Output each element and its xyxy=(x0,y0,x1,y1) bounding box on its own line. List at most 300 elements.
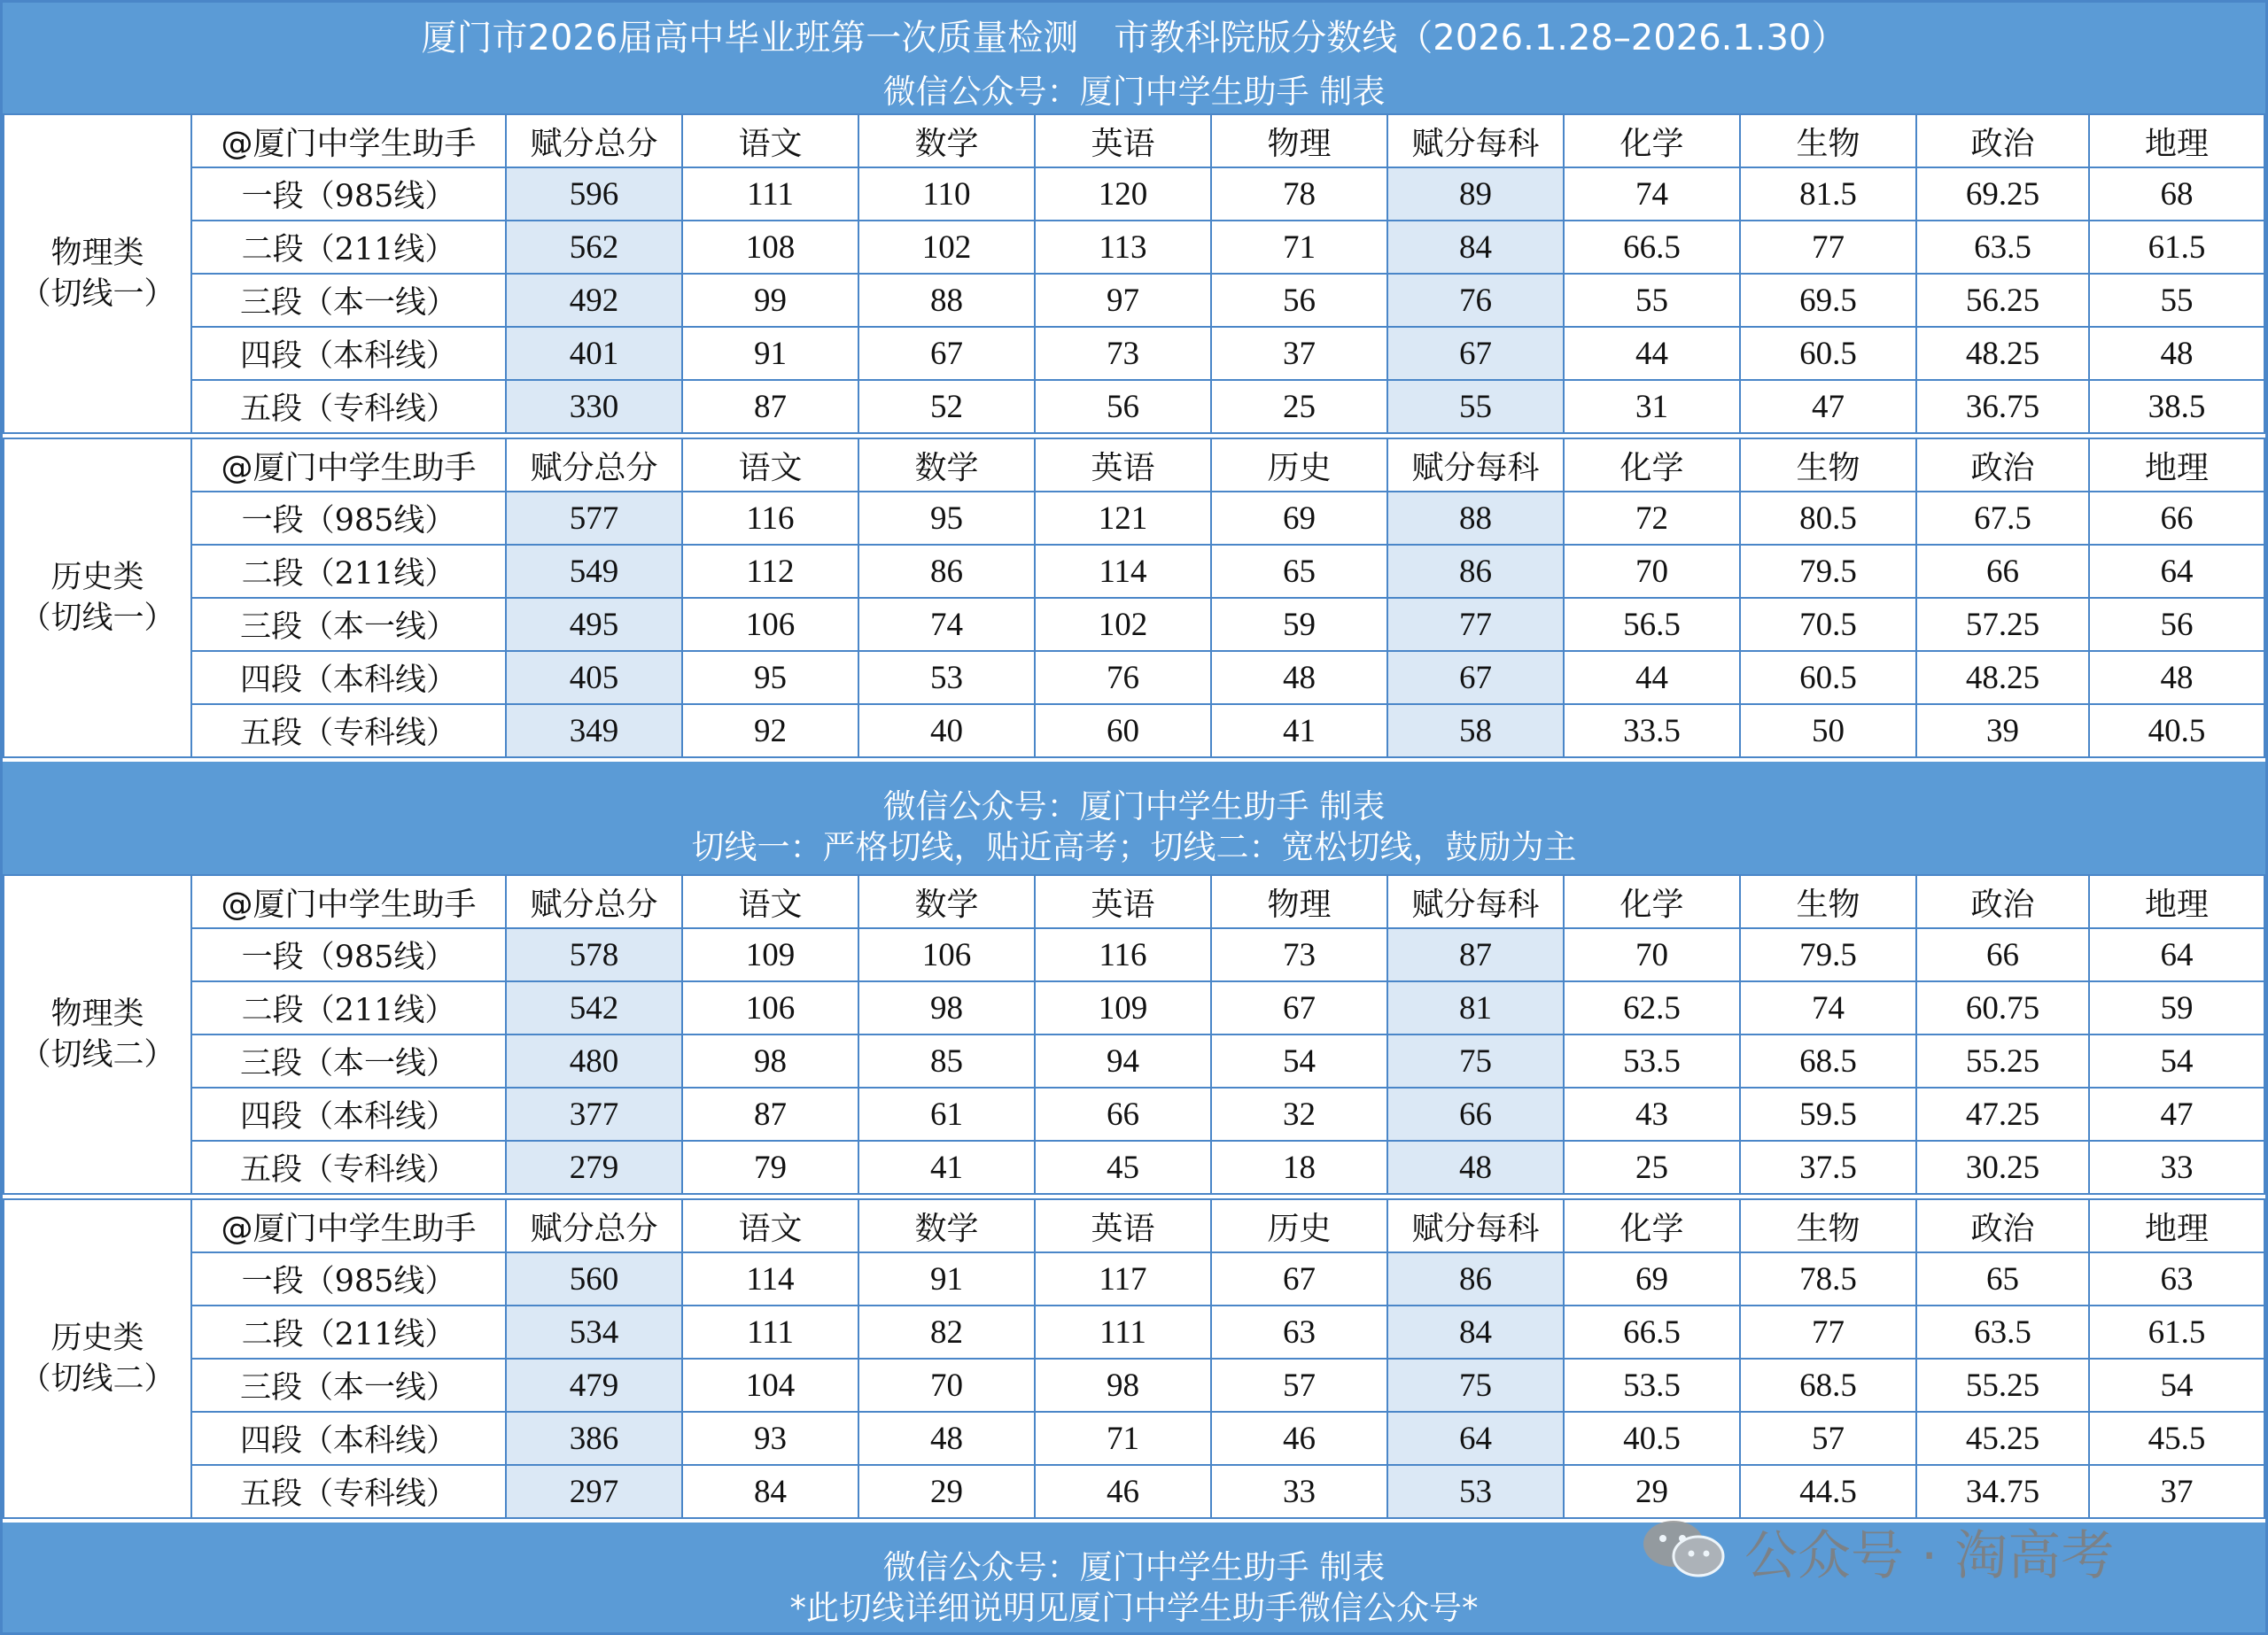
score-cell: 562 xyxy=(506,221,682,274)
score-cell: 48.25 xyxy=(1916,327,2089,380)
score-cell: 113 xyxy=(1035,221,1211,274)
score-cell: 65 xyxy=(1916,1252,2089,1306)
column-header: 英语 xyxy=(1035,1199,1211,1252)
score-cell: 61.5 xyxy=(2089,221,2264,274)
tier-label-cell: 五段（专科线） xyxy=(191,380,506,433)
table-row xyxy=(4,1141,2264,1194)
score-cell: 63 xyxy=(2089,1252,2264,1306)
score-cell: 79.5 xyxy=(1740,928,1916,981)
score-cell: 50 xyxy=(1740,704,1916,757)
column-header: 政治 xyxy=(1916,875,2089,928)
score-cell: 91 xyxy=(682,327,858,380)
score-cell: 596 xyxy=(506,167,682,221)
score-cell: 87 xyxy=(682,380,858,433)
tier-label-cell: 四段（本科线） xyxy=(191,1412,506,1465)
score-cell: 97 xyxy=(1035,274,1211,327)
score-cell: 74 xyxy=(1740,981,1916,1034)
score-cell: 56 xyxy=(1035,380,1211,433)
score-cell: 48 xyxy=(858,1412,1035,1465)
footer-credit: 微信公众号：厦门中学生助手 制表 xyxy=(882,1548,1386,1586)
column-header: 赋分总分 xyxy=(506,438,682,492)
score-cell: 87 xyxy=(1387,928,1564,981)
score-cell: 78 xyxy=(1211,167,1387,221)
score-cell: 279 xyxy=(506,1141,682,1194)
column-header: 历史 xyxy=(1211,1199,1387,1252)
column-header: 化学 xyxy=(1564,438,1740,492)
score-cell: 56.25 xyxy=(1916,274,2089,327)
table-row xyxy=(4,274,2264,327)
score-cell: 69 xyxy=(1564,1252,1740,1306)
score-cell: 56.5 xyxy=(1564,598,1740,651)
table-section-physics-cut1 xyxy=(3,113,2265,434)
score-cell: 56 xyxy=(1211,274,1387,327)
score-cell: 40.5 xyxy=(2089,704,2264,757)
column-header: 政治 xyxy=(1916,1199,2089,1252)
score-cell: 32 xyxy=(1211,1088,1387,1141)
column-header: 数学 xyxy=(858,1199,1035,1252)
score-cell: 55 xyxy=(1564,274,1740,327)
score-cell: 53 xyxy=(858,651,1035,704)
score-cell: 57 xyxy=(1211,1359,1387,1412)
score-cell: 70 xyxy=(1564,545,1740,598)
column-header: 赋分每科 xyxy=(1387,114,1564,167)
score-cell: 43 xyxy=(1564,1088,1740,1141)
score-cell: 33.5 xyxy=(1564,704,1740,757)
score-cell: 71 xyxy=(1035,1412,1211,1465)
score-cell: 66 xyxy=(1387,1088,1564,1141)
table-section-history-cut2 xyxy=(3,1198,2265,1519)
score-cell: 60 xyxy=(1035,704,1211,757)
score-cell: 86 xyxy=(858,545,1035,598)
score-cell: 74 xyxy=(1564,167,1740,221)
score-cell: 69.5 xyxy=(1740,274,1916,327)
tier-label-cell: 一段（985线） xyxy=(191,167,506,221)
score-cell: 116 xyxy=(682,492,858,545)
tier-label-cell: 四段（本科线） xyxy=(191,651,506,704)
score-cell: 45.5 xyxy=(2089,1412,2264,1465)
score-cell: 37 xyxy=(1211,327,1387,380)
score-cell: 87 xyxy=(682,1088,858,1141)
score-cell: 61.5 xyxy=(2089,1306,2264,1359)
score-cell: 55 xyxy=(1387,380,1564,433)
table-row xyxy=(4,1412,2264,1465)
score-cell: 84 xyxy=(682,1465,858,1518)
score-cell: 57 xyxy=(1740,1412,1916,1465)
score-cell: 66 xyxy=(1916,928,2089,981)
wechat-icon xyxy=(1640,1517,1728,1579)
score-cell: 111 xyxy=(1035,1306,1211,1359)
score-cell: 77 xyxy=(1387,598,1564,651)
column-header: 生物 xyxy=(1740,1199,1916,1252)
table-row xyxy=(4,167,2264,221)
score-cell: 59.5 xyxy=(1740,1088,1916,1141)
score-cell: 63.5 xyxy=(1916,1306,2089,1359)
column-header: 生物 xyxy=(1740,114,1916,167)
score-cell: 534 xyxy=(506,1306,682,1359)
score-cell: 99 xyxy=(682,274,858,327)
tier-label-cell: 四段（本科线） xyxy=(191,1088,506,1141)
score-cell: 69.25 xyxy=(1916,167,2089,221)
score-cell: 91 xyxy=(858,1252,1035,1306)
score-cell: 25 xyxy=(1564,1141,1740,1194)
score-cell: 53.5 xyxy=(1564,1034,1740,1088)
score-cell: 64 xyxy=(2089,545,2264,598)
score-cell: 57.25 xyxy=(1916,598,2089,651)
score-cell: 60.75 xyxy=(1916,981,2089,1034)
header-row xyxy=(4,114,2264,167)
score-cell: 479 xyxy=(506,1359,682,1412)
score-cell: 68.5 xyxy=(1740,1359,1916,1412)
score-cell: 30.25 xyxy=(1916,1141,2089,1194)
score-cell: 108 xyxy=(682,221,858,274)
score-cell: 64 xyxy=(1387,1412,1564,1465)
score-cell: 80.5 xyxy=(1740,492,1916,545)
table-row xyxy=(4,221,2264,274)
score-cell: 74 xyxy=(858,598,1035,651)
score-cell: 117 xyxy=(1035,1252,1211,1306)
watermark xyxy=(1640,1510,2260,1587)
tier-label-cell: 五段（专科线） xyxy=(191,1465,506,1518)
corner-credit-cell: @厦门中学生助手 xyxy=(191,875,506,928)
score-cell: 46 xyxy=(1035,1465,1211,1518)
score-cell: 109 xyxy=(682,928,858,981)
cut-line-note: 切线一：严格切线，贴近高考；切线二：宽松切线，鼓励为主 xyxy=(691,828,1577,866)
score-cell: 67.5 xyxy=(1916,492,2089,545)
score-cell: 110 xyxy=(858,167,1035,221)
score-cell: 84 xyxy=(1387,1306,1564,1359)
column-header: 化学 xyxy=(1564,875,1740,928)
score-cell: 44 xyxy=(1564,327,1740,380)
score-cell: 77 xyxy=(1740,221,1916,274)
category-name: 历史类 xyxy=(50,560,144,595)
table-row xyxy=(4,1034,2264,1088)
column-header: 地理 xyxy=(2089,438,2264,492)
table-section-physics-cut2 xyxy=(3,874,2265,1195)
tier-label-cell: 五段（专科线） xyxy=(191,704,506,757)
column-header: 历史 xyxy=(1211,438,1387,492)
score-cell: 40.5 xyxy=(1564,1412,1740,1465)
score-cell: 48 xyxy=(1211,651,1387,704)
score-cell: 40 xyxy=(858,704,1035,757)
tier-label-cell: 三段（本一线） xyxy=(191,1034,506,1088)
score-cell: 36.75 xyxy=(1916,380,2089,433)
score-cell: 71 xyxy=(1211,221,1387,274)
score-cell: 53.5 xyxy=(1564,1359,1740,1412)
tier-label-cell: 三段（本一线） xyxy=(191,598,506,651)
column-header: 地理 xyxy=(2089,114,2264,167)
score-cell: 34.75 xyxy=(1916,1465,2089,1518)
column-header: 英语 xyxy=(1035,114,1211,167)
score-cell: 29 xyxy=(1564,1465,1740,1518)
score-cell: 495 xyxy=(506,598,682,651)
score-cell: 76 xyxy=(1387,274,1564,327)
category-cut: （切线二） xyxy=(19,1037,175,1073)
score-cell: 98 xyxy=(682,1034,858,1088)
score-cell: 58 xyxy=(1387,704,1564,757)
middle-band xyxy=(3,762,2265,874)
column-header: 英语 xyxy=(1035,875,1211,928)
score-cell: 54 xyxy=(2089,1034,2264,1088)
score-cell: 18 xyxy=(1211,1141,1387,1194)
tier-label-cell: 三段（本一线） xyxy=(191,274,506,327)
category-name: 物理类 xyxy=(50,236,144,271)
score-cell: 89 xyxy=(1387,167,1564,221)
table-row xyxy=(4,380,2264,433)
score-cell: 48 xyxy=(2089,327,2264,380)
category-cut: （切线二） xyxy=(19,1361,175,1397)
score-cell: 55 xyxy=(2089,274,2264,327)
score-cell: 45.25 xyxy=(1916,1412,2089,1465)
table-row xyxy=(4,327,2264,380)
score-cell: 56 xyxy=(2089,598,2264,651)
score-cell: 67 xyxy=(1211,1252,1387,1306)
score-cell: 121 xyxy=(1035,492,1211,545)
score-cell: 102 xyxy=(858,221,1035,274)
footer-note: *此切线详细说明见厦门中学生助手微信公众号* xyxy=(789,1589,1479,1627)
score-cell: 111 xyxy=(682,167,858,221)
column-header: 数学 xyxy=(858,875,1035,928)
score-cell: 41 xyxy=(1211,704,1387,757)
score-cell: 48 xyxy=(2089,651,2264,704)
score-cell: 52 xyxy=(858,380,1035,433)
table-row xyxy=(4,928,2264,981)
score-cell: 401 xyxy=(506,327,682,380)
table-row xyxy=(4,1306,2264,1359)
tier-label-cell: 一段（985线） xyxy=(191,492,506,545)
corner-credit-cell: @厦门中学生助手 xyxy=(191,438,506,492)
score-cell: 46 xyxy=(1211,1412,1387,1465)
column-header: 赋分每科 xyxy=(1387,438,1564,492)
score-cell: 85 xyxy=(858,1034,1035,1088)
score-cell: 86 xyxy=(1387,1252,1564,1306)
table-row xyxy=(4,598,2264,651)
score-cell: 88 xyxy=(858,274,1035,327)
score-cell: 98 xyxy=(1035,1359,1211,1412)
score-cell: 102 xyxy=(1035,598,1211,651)
score-cell: 70 xyxy=(1564,928,1740,981)
page-subtitle: 微信公众号：厦门中学生助手 制表 xyxy=(882,73,1386,111)
score-cell: 98 xyxy=(858,981,1035,1034)
score-cell: 549 xyxy=(506,545,682,598)
score-cell: 53 xyxy=(1387,1465,1564,1518)
column-header: 赋分每科 xyxy=(1387,1199,1564,1252)
score-cell: 47 xyxy=(2089,1088,2264,1141)
score-cell: 70 xyxy=(858,1359,1035,1412)
score-cell: 86 xyxy=(1387,545,1564,598)
category-name: 历史类 xyxy=(50,1321,144,1356)
score-cell: 73 xyxy=(1035,327,1211,380)
score-cell: 29 xyxy=(858,1465,1035,1518)
score-cell: 66 xyxy=(1035,1088,1211,1141)
column-header: 赋分每科 xyxy=(1387,875,1564,928)
column-header: 地理 xyxy=(2089,875,2264,928)
score-cell: 37 xyxy=(2089,1465,2264,1518)
score-cell: 68.5 xyxy=(1740,1034,1916,1088)
score-cell: 33 xyxy=(2089,1141,2264,1194)
score-cell: 63 xyxy=(1211,1306,1387,1359)
score-cell: 25 xyxy=(1211,380,1387,433)
table-row xyxy=(4,704,2264,757)
score-cell: 560 xyxy=(506,1252,682,1306)
score-cell: 106 xyxy=(682,598,858,651)
score-cell: 61 xyxy=(858,1088,1035,1141)
column-header: 数学 xyxy=(858,114,1035,167)
tier-label-cell: 二段（211线） xyxy=(191,221,506,274)
tier-label-cell: 二段（211线） xyxy=(191,1306,506,1359)
column-header: 政治 xyxy=(1916,438,2089,492)
tier-label-cell: 一段（985线） xyxy=(191,1252,506,1306)
column-header: 语文 xyxy=(682,875,858,928)
score-cell: 349 xyxy=(506,704,682,757)
score-cell: 55.25 xyxy=(1916,1034,2089,1088)
score-cell: 95 xyxy=(858,492,1035,545)
score-cell: 405 xyxy=(506,651,682,704)
score-cell: 112 xyxy=(682,545,858,598)
score-cell: 116 xyxy=(1035,928,1211,981)
column-header: 物理 xyxy=(1211,875,1387,928)
score-cell: 45 xyxy=(1035,1141,1211,1194)
score-cell: 44 xyxy=(1564,651,1740,704)
tier-label-cell: 二段（211线） xyxy=(191,545,506,598)
column-header: 赋分总分 xyxy=(506,1199,682,1252)
column-header: 英语 xyxy=(1035,438,1211,492)
score-cell: 111 xyxy=(682,1306,858,1359)
score-cell: 542 xyxy=(506,981,682,1034)
score-cell: 48.25 xyxy=(1916,651,2089,704)
corner-credit-cell: @厦门中学生助手 xyxy=(191,114,506,167)
column-header: 物理 xyxy=(1211,114,1387,167)
page-title: 厦门市2026届高中毕业班第一次质量检测 市教科院版分数线（2026.1.28–2026.1.30） xyxy=(421,18,1847,58)
category-cell xyxy=(4,438,191,757)
score-cell: 69 xyxy=(1211,492,1387,545)
table-row xyxy=(4,545,2264,598)
tier-label-cell: 一段（985线） xyxy=(191,928,506,981)
table-row xyxy=(4,1252,2264,1306)
header-row xyxy=(4,875,2264,928)
score-cell: 82 xyxy=(858,1306,1035,1359)
score-cell: 67 xyxy=(1211,981,1387,1034)
score-cell: 78.5 xyxy=(1740,1252,1916,1306)
score-cell: 84 xyxy=(1387,221,1564,274)
score-cell: 39 xyxy=(1916,704,2089,757)
score-cell: 114 xyxy=(682,1252,858,1306)
score-cell: 577 xyxy=(506,492,682,545)
score-cell: 67 xyxy=(858,327,1035,380)
score-cell: 59 xyxy=(1211,598,1387,651)
score-cell: 73 xyxy=(1211,928,1387,981)
category-cell xyxy=(4,875,191,1194)
score-cell: 81 xyxy=(1387,981,1564,1034)
header-row xyxy=(4,1199,2264,1252)
column-header: 语文 xyxy=(682,1199,858,1252)
column-header: 赋分总分 xyxy=(506,114,682,167)
score-cell: 63.5 xyxy=(1916,221,2089,274)
column-header: 化学 xyxy=(1564,1199,1740,1252)
score-cell: 330 xyxy=(506,380,682,433)
category-cell xyxy=(4,1199,191,1518)
score-cell: 66 xyxy=(2089,492,2264,545)
score-cell: 67 xyxy=(1387,651,1564,704)
score-cell: 31 xyxy=(1564,380,1740,433)
table-section-history-cut1 xyxy=(3,438,2265,758)
score-cell: 95 xyxy=(682,651,858,704)
score-cell: 33 xyxy=(1211,1465,1387,1518)
score-cell: 92 xyxy=(682,704,858,757)
score-cell: 297 xyxy=(506,1465,682,1518)
score-cell: 41 xyxy=(858,1141,1035,1194)
score-cell: 106 xyxy=(858,928,1035,981)
column-header: 政治 xyxy=(1916,114,2089,167)
score-cell: 66 xyxy=(1916,545,2089,598)
score-cell: 65 xyxy=(1211,545,1387,598)
score-cell: 492 xyxy=(506,274,682,327)
score-cell: 37.5 xyxy=(1740,1141,1916,1194)
score-cell: 64 xyxy=(2089,928,2264,981)
column-header: 赋分总分 xyxy=(506,875,682,928)
score-cell: 67 xyxy=(1387,327,1564,380)
column-header: 语文 xyxy=(682,114,858,167)
score-cell: 114 xyxy=(1035,545,1211,598)
score-cell: 70.5 xyxy=(1740,598,1916,651)
score-cell: 94 xyxy=(1035,1034,1211,1088)
score-cell: 79.5 xyxy=(1740,545,1916,598)
score-cell: 109 xyxy=(1035,981,1211,1034)
score-cell: 386 xyxy=(506,1412,682,1465)
column-header: 地理 xyxy=(2089,1199,2264,1252)
score-cell: 75 xyxy=(1387,1359,1564,1412)
category-cell xyxy=(4,114,191,433)
score-cell: 66.5 xyxy=(1564,1306,1740,1359)
table-row xyxy=(4,981,2264,1034)
score-cell: 55.25 xyxy=(1916,1359,2089,1412)
score-cell: 47 xyxy=(1740,380,1916,433)
score-cell: 79 xyxy=(682,1141,858,1194)
column-header: 生物 xyxy=(1740,438,1916,492)
score-cell: 44.5 xyxy=(1740,1465,1916,1518)
tier-label-cell: 五段（专科线） xyxy=(191,1141,506,1194)
score-cell: 72 xyxy=(1564,492,1740,545)
score-cell: 88 xyxy=(1387,492,1564,545)
table-row xyxy=(4,492,2264,545)
category-name: 物理类 xyxy=(50,996,144,1032)
score-cell: 578 xyxy=(506,928,682,981)
column-header: 数学 xyxy=(858,438,1035,492)
score-cell: 120 xyxy=(1035,167,1211,221)
score-cell: 480 xyxy=(506,1034,682,1088)
header-row xyxy=(4,438,2264,492)
table-row xyxy=(4,1359,2264,1412)
score-cell: 76 xyxy=(1035,651,1211,704)
category-cut: （切线一） xyxy=(19,601,175,636)
middle-credit: 微信公众号：厦门中学生助手 制表 xyxy=(882,787,1386,825)
score-cell: 59 xyxy=(2089,981,2264,1034)
score-cell: 104 xyxy=(682,1359,858,1412)
watermark-text: 公众号 · 淘高考 xyxy=(1744,1525,2115,1587)
category-cut: （切线一） xyxy=(19,276,175,312)
score-cell: 60.5 xyxy=(1740,651,1916,704)
title-band xyxy=(3,3,2265,113)
score-cell: 54 xyxy=(2089,1359,2264,1412)
tier-label-cell: 四段（本科线） xyxy=(191,327,506,380)
score-cell: 66.5 xyxy=(1564,221,1740,274)
score-cell: 54 xyxy=(1211,1034,1387,1088)
table-row xyxy=(4,1088,2264,1141)
column-header: 生物 xyxy=(1740,875,1916,928)
score-cell: 75 xyxy=(1387,1034,1564,1088)
score-cell: 81.5 xyxy=(1740,167,1916,221)
tier-label-cell: 三段（本一线） xyxy=(191,1359,506,1412)
score-cell: 68 xyxy=(2089,167,2264,221)
